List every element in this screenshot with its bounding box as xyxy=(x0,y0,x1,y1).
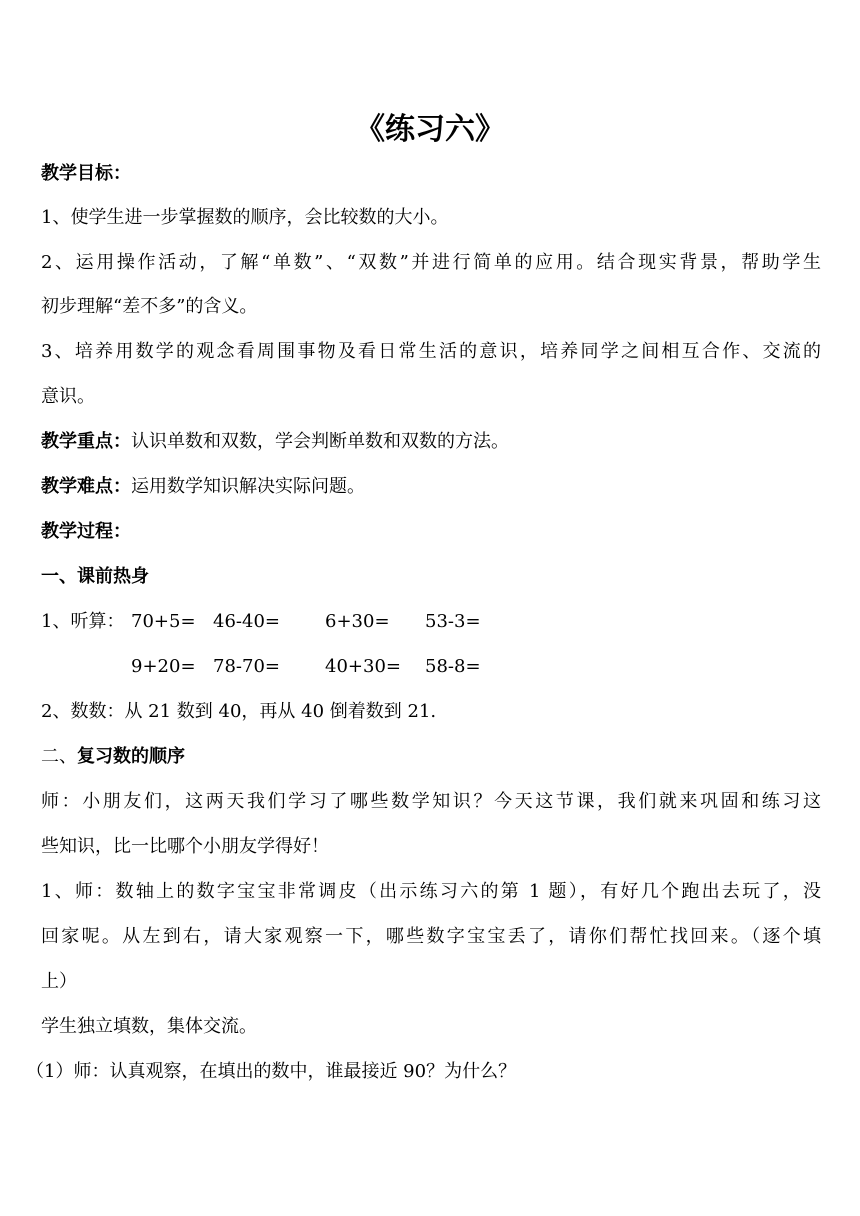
listen-label: 1、听算： xyxy=(41,611,125,632)
goal-2-line-2: 初步理解“差不多”的含义。 xyxy=(41,296,258,317)
teacher-task-line-1: 1、师：数轴上的数字宝宝非常调皮（出示练习六的第 1 题），有好几个跑出去玩了，没 xyxy=(41,881,821,902)
section-2-title: 复习数的顺序 xyxy=(77,746,185,767)
section-2-heading xyxy=(41,744,821,770)
calc-item: 9+20= xyxy=(131,656,196,677)
calc-item: 40+30= xyxy=(325,656,401,677)
question-1: （1）师：认真观察，在填出的数中，谁最接近 90？为什么？ xyxy=(26,1061,517,1082)
teacher-intro-line-2: 些知识，比一比哪个小朋友学得好！ xyxy=(41,836,329,857)
calc-item: 58-8= xyxy=(425,656,481,677)
teacher-intro-line-1: 师：小朋友们，这两天我们学习了哪些数学知识？今天这节课，我们就来巩固和练习这 xyxy=(41,791,821,812)
goal-3-line-2: 意识。 xyxy=(41,386,95,407)
goal-1: 1、使学生进一步掌握数的顺序，会比较数的大小。 xyxy=(41,207,449,228)
calc-item: 46-40= xyxy=(213,611,280,632)
key-point-label: 教学重点： xyxy=(41,431,131,452)
document-title: 《练习六》 xyxy=(355,112,505,147)
calc-item: 78-70= xyxy=(213,656,280,677)
count-instruction: 2、数数：从 21 数到 40，再从 40 倒着数到 21. xyxy=(41,701,437,722)
teacher-task-line-2: 回家呢。从左到右，请大家观察一下，哪些数字宝宝丢了，请你们帮忙找回来。（逐个填 xyxy=(41,926,821,947)
teacher-task-line-3: 上） xyxy=(41,971,77,992)
section-2-prefix: 二、 xyxy=(41,746,77,767)
calc-item: 6+30= xyxy=(325,611,390,632)
goal-3-line-1: 3、培养用数学的观念看周围事物及看日常生活的意识，培养同学之间相互合作、交流的 xyxy=(41,341,821,362)
goals-heading: 教学目标： xyxy=(41,163,131,184)
key-point-text: 认识单数和双数，学会判断单数和双数的方法。 xyxy=(131,431,509,452)
difficulty-point xyxy=(41,474,821,500)
calc-item: 70+5= xyxy=(131,611,196,632)
difficulty-text: 运用数学知识解决实际问题。 xyxy=(131,476,365,497)
key-point xyxy=(41,429,821,455)
section-1-heading: 一、课前热身 xyxy=(41,566,149,587)
process-heading: 教学过程： xyxy=(41,521,131,542)
difficulty-label: 教学难点： xyxy=(41,476,131,497)
goal-2-line-1: 2、运用操作活动，了解“单数”、“双数”并进行简单的应用。结合现实背景，帮助学生 xyxy=(41,252,821,273)
calc-item: 53-3= xyxy=(425,611,481,632)
student-activity: 学生独立填数，集体交流。 xyxy=(41,1016,257,1037)
